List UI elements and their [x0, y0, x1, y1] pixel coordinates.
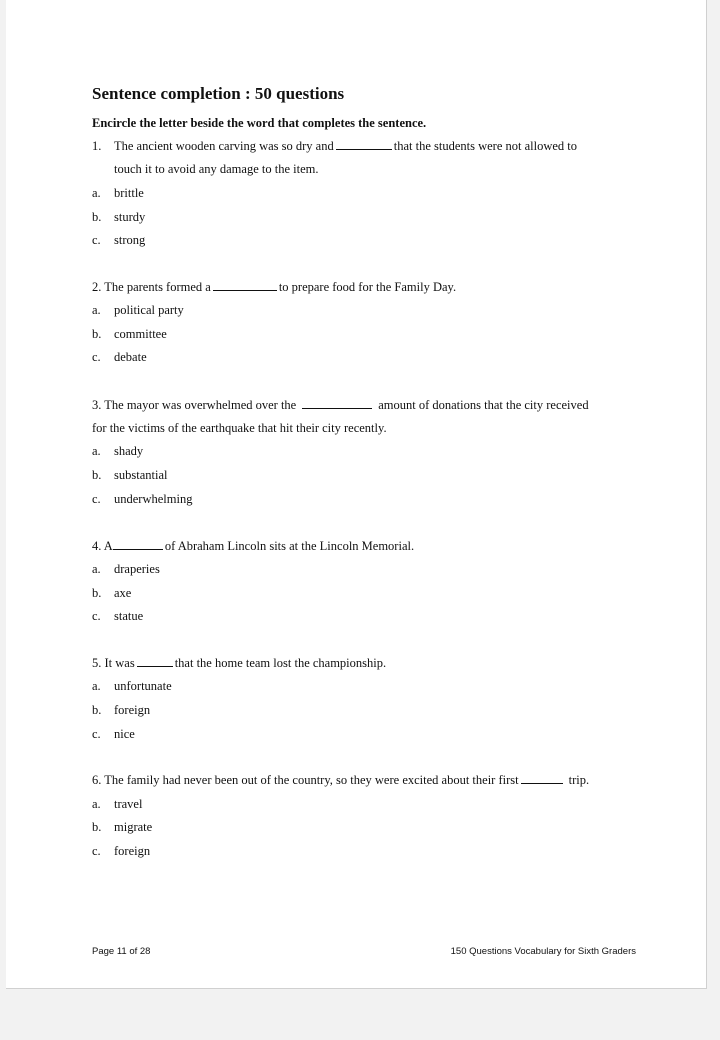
- option-letter[interactable]: b.: [92, 210, 102, 224]
- option-letter[interactable]: b.: [92, 468, 102, 482]
- option-letter[interactable]: c.: [92, 233, 101, 247]
- option-letter[interactable]: a.: [92, 797, 101, 811]
- option-letter[interactable]: a.: [92, 679, 101, 693]
- question-text-part: amount of donations that the city received: [378, 398, 589, 412]
- option-letter[interactable]: a.: [92, 444, 101, 458]
- question-text: [114, 139, 577, 154]
- option-letter[interactable]: b.: [92, 820, 102, 834]
- option-text: draperies: [114, 562, 160, 576]
- option-text: axe: [114, 586, 132, 600]
- question-text-part: The ancient wooden carving was so dry and: [114, 139, 334, 153]
- answer-blank: [336, 139, 392, 150]
- option-text: political party: [114, 303, 184, 317]
- question-text: [92, 773, 589, 788]
- question-text: [92, 280, 456, 295]
- answer-blank: [113, 539, 163, 550]
- option-letter[interactable]: a.: [92, 186, 101, 200]
- option-text: committee: [114, 327, 167, 341]
- answer-blank: [521, 773, 563, 784]
- question-text-part: trip.: [568, 773, 590, 787]
- option-text: foreign: [114, 844, 151, 858]
- question-text-part: of Abraham Lincoln sits at the Lincoln Memorial.: [164, 539, 415, 553]
- question-text-part: 4. A: [92, 539, 113, 553]
- answer-blank: [302, 398, 372, 409]
- option-letter[interactable]: c.: [92, 492, 101, 506]
- question-number: 1.: [92, 139, 102, 153]
- answer-blank: [213, 280, 277, 291]
- question-text-part: that the students were not allowed to: [393, 139, 578, 153]
- option-text: debate: [114, 350, 147, 364]
- option-text: shady: [114, 444, 144, 458]
- question-text-continued: for the victims of the earthquake that hit their city recently.: [92, 421, 387, 435]
- option-text: travel: [114, 797, 143, 811]
- option-letter[interactable]: c.: [92, 609, 101, 623]
- option-letter[interactable]: a.: [92, 303, 101, 317]
- question-text-part: 6. The family had never been out of the country, so they were excited about their first: [92, 773, 519, 787]
- question-text-part: 3. The mayor was overwhelmed over the: [92, 398, 297, 412]
- question-text-part: that the home team lost the championship.: [174, 656, 387, 670]
- question-text-continued: touch it to avoid any damage to the item.: [114, 162, 319, 176]
- option-text: migrate: [114, 820, 153, 834]
- option-text: statue: [114, 609, 144, 623]
- option-text: nice: [114, 727, 135, 741]
- option-letter[interactable]: c.: [92, 844, 101, 858]
- option-letter[interactable]: c.: [92, 350, 101, 364]
- option-text: foreign: [114, 703, 151, 717]
- option-text: underwhelming: [114, 492, 193, 506]
- option-letter[interactable]: b.: [92, 586, 102, 600]
- option-text: substantial: [114, 468, 168, 482]
- option-text: sturdy: [114, 210, 146, 224]
- option-letter[interactable]: a.: [92, 562, 101, 576]
- page-number: Page 11 of 28: [92, 946, 151, 957]
- option-text: brittle: [114, 186, 144, 200]
- instruction-text: Encircle the letter beside the word that completes the sentence.: [92, 116, 427, 130]
- option-letter[interactable]: c.: [92, 727, 101, 741]
- option-text: unfortunate: [114, 679, 172, 693]
- page-title: Sentence completion : 50 questions: [92, 84, 345, 103]
- question-text-part: 5. It was: [92, 656, 135, 670]
- document-page: [6, 0, 707, 989]
- question-text-part: to prepare food for the Family Day.: [278, 280, 457, 294]
- question-text-part: 2. The parents formed a: [92, 280, 211, 294]
- answer-blank: [137, 656, 173, 667]
- option-letter[interactable]: b.: [92, 327, 102, 341]
- document-title-footer: 150 Questions Vocabulary for Sixth Graders: [450, 946, 636, 957]
- question-text: [92, 539, 414, 554]
- question-text: [92, 656, 386, 671]
- option-text: strong: [114, 233, 146, 247]
- question-text: [92, 398, 589, 413]
- option-letter[interactable]: b.: [92, 703, 102, 717]
